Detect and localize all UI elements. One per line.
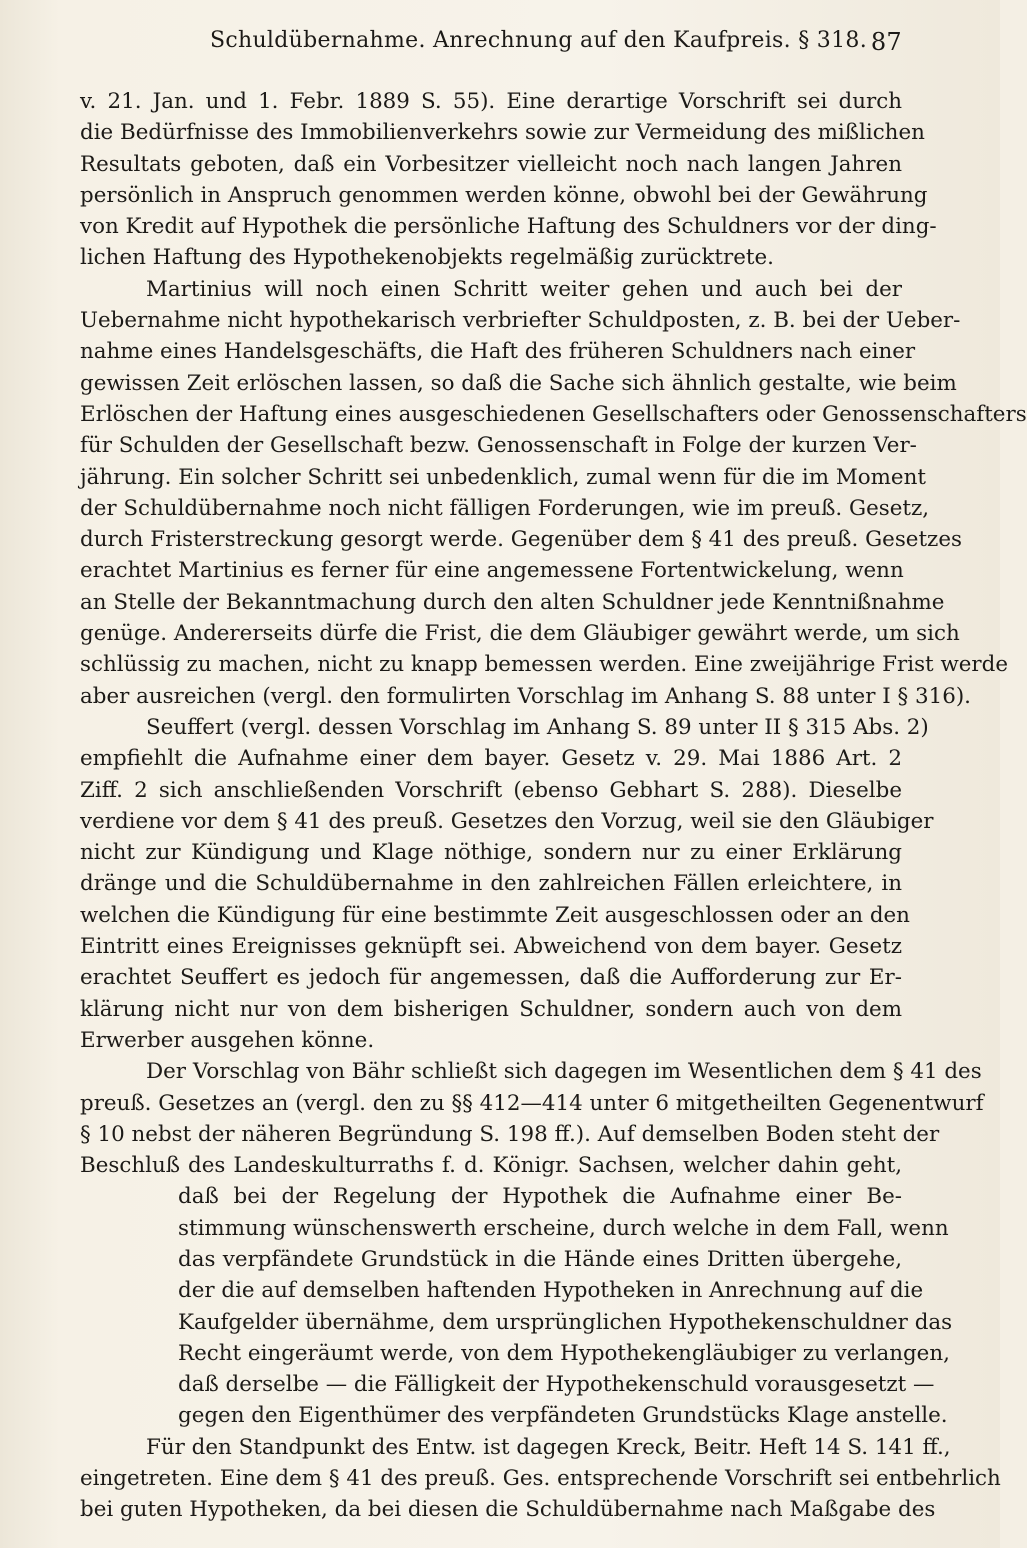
quoted-line: daß bei der Regelung der Hypothek die Aufnahme einer Be-: [178, 1184, 902, 1210]
text-line: empfiehlt die Aufnahme einer dem bayer. Gesetz v. 29. Mai 1886 Art. 2: [80, 746, 902, 772]
quoted-line: stimmung wünschenswerth erscheine, durch welche in dem Fall, wenn: [178, 1215, 949, 1241]
text-line: von Kredit auf Hypothek die persönliche Haftung des Schuldners vor der ding-: [80, 214, 937, 240]
text-line: bei guten Hypotheken, da bei diesen die Schuldübernahme nach Maßgabe des: [80, 1497, 936, 1523]
text-line: v. 21. Jan. und 1. Febr. 1889 S. 55). Eine derartige Vorschrift sei durch: [80, 89, 902, 114]
text-line: nicht zur Kündigung und Klage nöthige, sondern nur zu einer Erklärung: [80, 840, 902, 866]
text-line: eingetreten. Eine dem § 41 des preuß. Ges. entsprechende Vorschrift sei entbehrlich: [80, 1466, 1001, 1492]
text-line: schlüssig zu machen, nicht zu knapp bemessen werden. Eine zweijährige Frist werde: [80, 652, 1008, 678]
text-line: Beschluß des Landeskulturraths f. d. Königr. Sachsen, welcher dahin geht,: [80, 1153, 902, 1179]
text-line: Eintritt eines Ereignisses geknüpft sei. Abweichend von dem bayer. Gesetz: [80, 934, 902, 960]
text-line: welchen die Kündigung für eine bestimmte Zeit ausgeschlossen oder an den: [80, 902, 910, 928]
text-line: Resultats geboten, daß ein Vorbesitzer vielleicht noch nach langen Jahren: [80, 151, 902, 177]
text-line: genüge. Andererseits dürfe die Frist, die dem Gläubiger gewährt werde, um sich: [80, 621, 960, 647]
text-line: preuß. Gesetzes an (vergl. den zu §§ 412—414 unter 6 mitgetheilten Gegenentwurf: [80, 1090, 984, 1116]
text-line: jährung. Ein solcher Schritt sei unbedenklich, zumal wenn für die im Moment: [80, 464, 926, 490]
text-line: erachtet Seuffert es jedoch für angemessen, daß die Aufforderung zur Er-: [80, 965, 902, 991]
quoted-line: daß derselbe — die Fälligkeit der Hypothekenschuld vorausgesetzt —: [178, 1372, 935, 1398]
text-line: Martinius will noch einen Schritt weiter gehen und auch bei der: [146, 276, 902, 302]
running-title: Schuldübernahme. Anrechnung auf den Kaufpreis. § 318.: [210, 28, 867, 53]
text-line: verdiene vor dem § 41 des preuß. Gesetzes den Vorzug, weil sie den Gläubiger: [80, 808, 934, 834]
text-line: an Stelle der Bekanntmachung durch den alten Schuldner jede Kenntnißnahme: [80, 589, 945, 615]
page-number: 87: [870, 28, 902, 56]
text-line: dränge und die Schuldübernahme in den zahlreichen Fällen erleichtere, in: [80, 871, 902, 897]
quoted-line: Recht eingeräumt werde, von dem Hypothekengläubiger zu verlangen,: [178, 1340, 950, 1366]
page-header: [80, 24, 902, 64]
quoted-line: gegen den Eigenthümer des verpfändeten Grundstücks Klage anstelle.: [178, 1403, 948, 1429]
quoted-line: das verpfändete Grundstück in die Hände eines Dritten übergehe,: [178, 1246, 902, 1272]
text-line: der Schuldübernahme noch nicht fälligen Forderungen, wie im preuß. Gesetz,: [80, 495, 930, 521]
text-line: persönlich in Anspruch genommen werden könne, obwohl bei der Gewährung: [80, 182, 928, 208]
text-line: für Schulden der Gesellschaft bezw. Genossenschaft in Folge der kurzen Ver-: [80, 433, 917, 459]
text-line: Seuffert (vergl. dessen Vorschlag im Anhang S. 89 unter II § 315 Abs. 2): [146, 714, 929, 740]
text-line: erachtet Martinius es ferner für eine angemessene Fortentwickelung, wenn: [80, 558, 904, 584]
text-line: Erlöschen der Haftung eines ausgeschiedenen Gesellschafters oder Genossenschafters: [80, 401, 1027, 427]
text-line: Für den Standpunkt des Entw. ist dagegen Kreck, Beitr. Heft 14 S. 141 ff.,: [146, 1434, 951, 1460]
text-line: Erwerber ausgehen könne.: [80, 1027, 375, 1053]
text-line: aber ausreichen (vergl. den formulirten Vorschlag im Anhang S. 88 unter I § 316).: [80, 683, 971, 709]
text-line: lichen Haftung des Hypothekenobjekts regelmäßig zurücktrete.: [80, 245, 774, 271]
text-line: Ziff. 2 sich anschließenden Vorschrift (ebenso Gebhart S. 288). Dieselbe: [80, 777, 902, 803]
body-text: [80, 86, 1027, 1526]
quoted-line: Kaufgelder übernähme, dem ursprünglichen Hypothekenschuldner das: [178, 1309, 953, 1335]
text-line: Uebernahme nicht hypothekarisch verbriefter Schuldposten, z. B. bei der Ueber-: [80, 308, 961, 334]
text-line: die Bedürfnisse des Immobilienverkehrs sowie zur Vermeidung des mißlichen: [80, 120, 925, 146]
text-line: durch Fristerstreckung gesorgt werde. Gegenüber dem § 41 des preuß. Gesetzes: [80, 527, 962, 553]
text-line: klärung nicht nur von dem bisherigen Schuldner, sondern auch von dem: [80, 996, 902, 1022]
text-line: § 10 nebst der näheren Begründung S. 198 ff.). Auf demselben Boden steht der: [80, 1121, 940, 1147]
text-line: gewissen Zeit erlöschen lassen, so daß die Sache sich ähnlich gestalte, wie beim: [80, 370, 957, 396]
text-line: nahme eines Handelsgeschäfts, die Haft des früheren Schuldners nach einer: [80, 339, 916, 365]
quoted-line: der die auf demselben haftenden Hypotheken in Anrechnung auf die: [178, 1278, 924, 1304]
text-line: Der Vorschlag von Bähr schließt sich dagegen im Wesentlichen dem § 41 des: [146, 1059, 982, 1085]
